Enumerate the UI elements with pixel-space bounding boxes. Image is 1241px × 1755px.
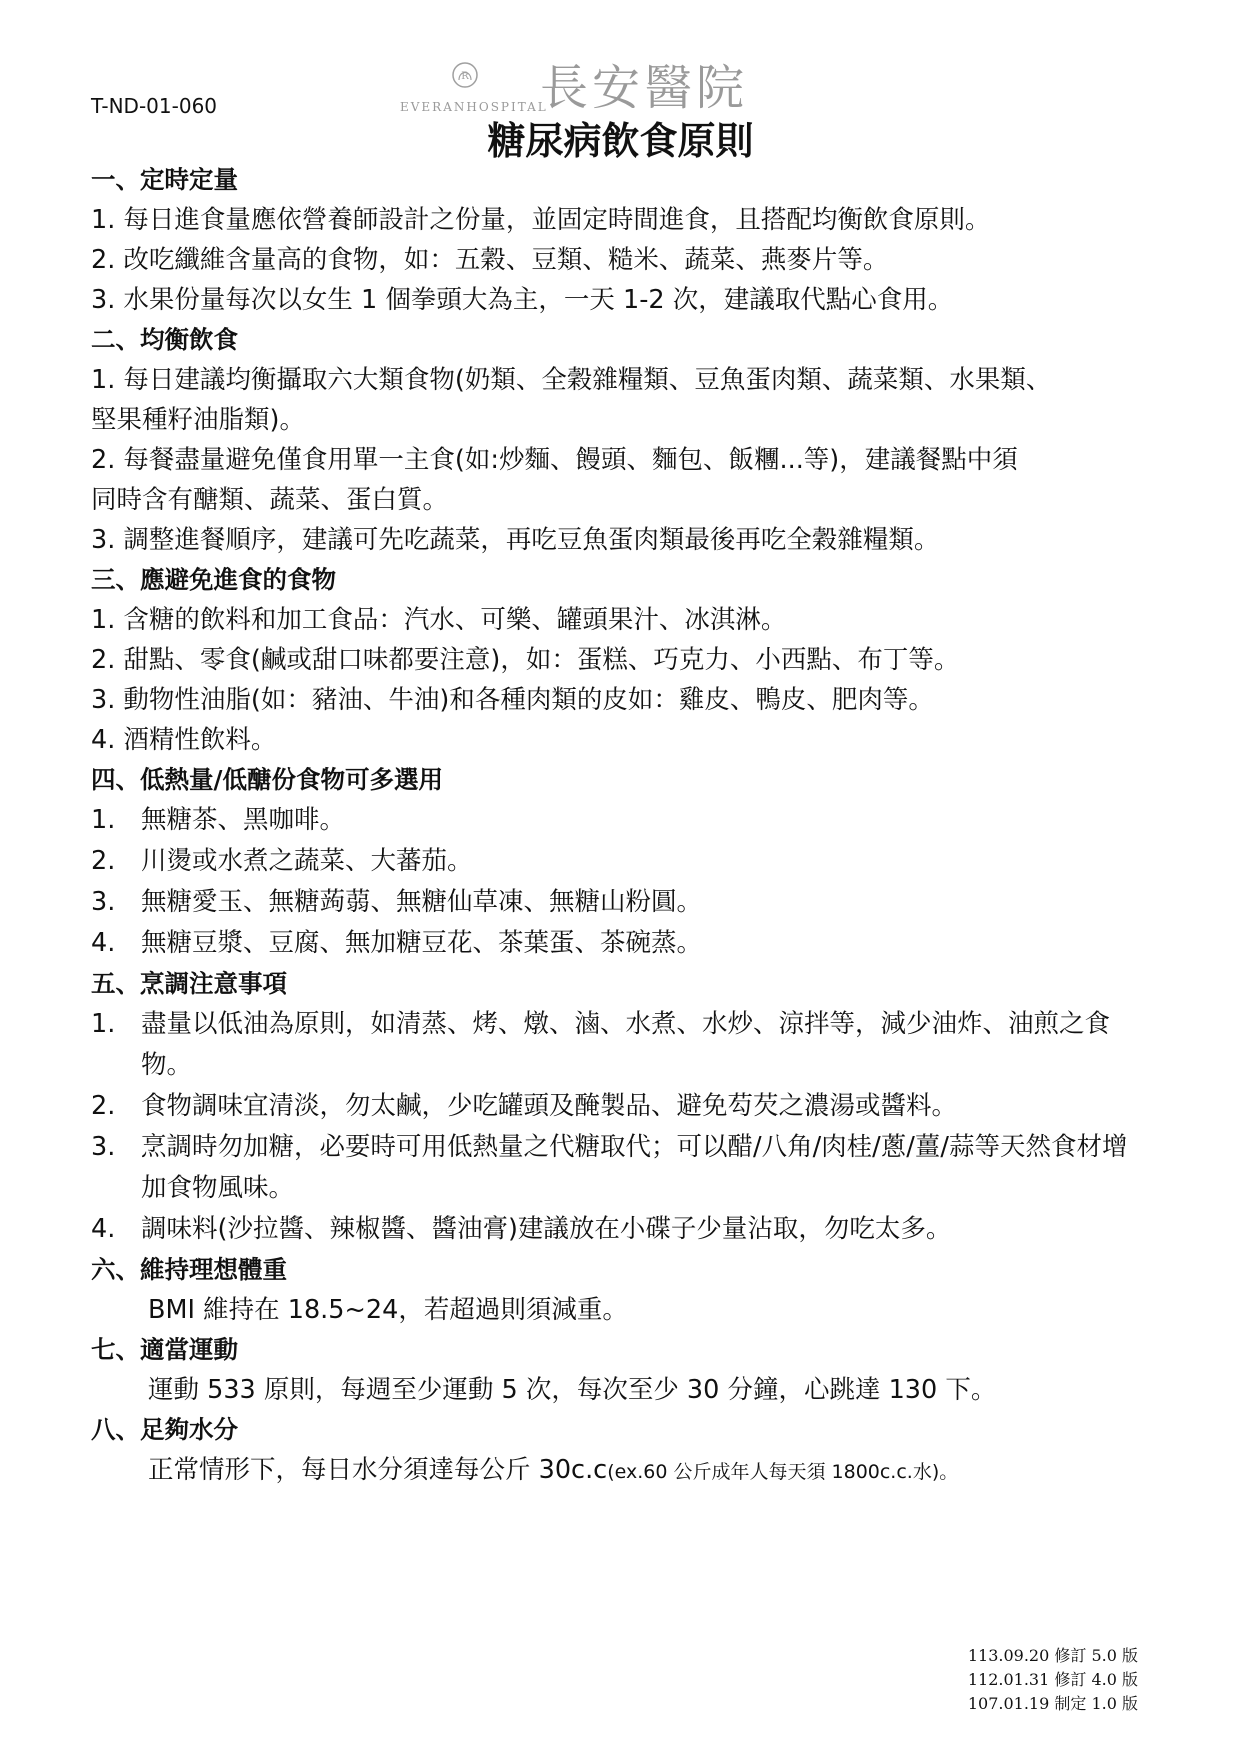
list-text: 無糖豆漿、豆腐、無加糖豆花、茶葉蛋、茶碗蒸。 [141, 928, 703, 958]
list-number: 4. [91, 1214, 116, 1244]
list-text: 川燙或水煮之蔬菜、大蕃茄。 [141, 846, 473, 876]
list-item-continued: 同時含有醣類、蔬菜、蛋白質。 [91, 485, 449, 515]
page-title: 糖尿病飲食原則 [487, 119, 754, 163]
list-item [91, 1209, 1151, 1250]
water-rule-note: (ex.60 公斤成年人每天須 1800c.c.水)。 [607, 1461, 959, 1483]
list-number: 2. [91, 1091, 116, 1121]
section-heading: 六、維持理想體重 [91, 1255, 287, 1284]
section-text: 運動 533 原則，每週至少運動 5 次，每次至少 30 分鐘，心跳達 130 下。 [148, 1375, 997, 1405]
list-item [91, 841, 1151, 882]
section-heading: 一、定時定量 [91, 165, 238, 194]
document-body [91, 160, 1151, 1492]
list-text: 無糖愛玉、無糖蒟蒻、無糖仙草凍、無糖山粉圓。 [141, 887, 703, 917]
section-heading: 三、應避免進食的食物 [91, 565, 336, 594]
revision-line: 107.01.19 制定 1.0 版 [967, 1694, 1138, 1713]
water-rule-text: 正常情形下，每日水分須達每公斤 30c.c [148, 1455, 608, 1485]
section-text [91, 1450, 1151, 1492]
section-heading: 二、均衡飲食 [91, 325, 238, 354]
list-item: 2. 改吃纖維含量高的食物，如：五穀、豆類、糙米、蔬菜、燕麥片等。 [91, 245, 889, 275]
list-number: 3. [91, 887, 116, 917]
list-item: 3. 水果份量每次以女生 1 個拳頭大為主，一天 1-2 次，建議取代點心食用。 [91, 285, 954, 315]
list-number: 3. [91, 1132, 116, 1162]
list-item [91, 1004, 1151, 1086]
revision-line: 113.09.20 修訂 5.0 版 [967, 1646, 1138, 1665]
logo-english-name: EVERANHOSPITAL [400, 100, 548, 114]
list-item: 1. 含糖的飲料和加工食品：汽水、可樂、罐頭果汁、冰淇淋。 [91, 605, 787, 635]
list-number: 2. [91, 846, 116, 876]
list-item: 3. 動物性油脂(如：豬油、牛油)和各種肉類的皮如：雞皮、鴨皮、肥肉等。 [91, 685, 934, 715]
section-heading: 七、適當運動 [91, 1335, 238, 1364]
list-number: 1. [91, 805, 116, 835]
revision-history [968, 1644, 1138, 1716]
section-heading: 八、足夠水分 [91, 1415, 238, 1444]
list-text: 烹調時勿加糖，必要時可用低熱量之代糖取代；可以醋/八角/肉桂/蔥/薑/蒜等天然食材增加食物風味。 [141, 1132, 1128, 1203]
list-item-continued: 堅果種籽油脂類)。 [91, 405, 305, 435]
list-number: 1. [91, 1009, 116, 1039]
section-heading: 四、低熱量/低醣份食物可多選用 [91, 765, 443, 794]
hospital-emblem-icon [445, 60, 485, 90]
list-item: 1. 每日建議均衡攝取六大類食物(奶類、全穀雜糧類、豆魚蛋肉類、蔬菜類、水果類、 [91, 365, 1052, 395]
list-item: 2. 每餐盡量避免僅食用單一主食(如:炒麵、饅頭、麵包、飯糰...等)，建議餐點中須 [91, 445, 1018, 475]
list-text: 無糖茶、黑咖啡。 [141, 805, 346, 835]
revision-line: 112.01.31 修訂 4.0 版 [967, 1670, 1138, 1689]
list-text: 食物調味宜清淡，勿太鹹，少吃罐頭及醃製品、避免芶芡之濃湯或醬料。 [141, 1091, 958, 1121]
list-item [91, 800, 1151, 841]
svg-text:R: R [461, 71, 469, 82]
list-text: 盡量以低油為原則，如清蒸、烤、燉、滷、水煮、水炒、涼拌等，減少油炸、油煎之食物。 [141, 1009, 1111, 1080]
list-item: 1. 每日進食量應依營養師設計之份量，並固定時間進食，且搭配均衡飲食原則。 [91, 205, 991, 235]
list-item: 2. 甜點、零食(鹹或甜口味都要注意)，如：蛋糕、巧克力、小西點、布丁等。 [91, 645, 960, 675]
list-item [91, 923, 1151, 964]
list-item [91, 1086, 1151, 1127]
section-text: BMI 維持在 18.5~24，若超過則須減重。 [148, 1295, 628, 1325]
list-item [91, 882, 1151, 923]
section-heading: 五、烹調注意事項 [91, 969, 287, 998]
document-code: T-ND-01-060 [91, 94, 218, 118]
list-item: 4. 酒精性飲料。 [91, 725, 277, 755]
list-item: 3. 調整進餐順序，建議可先吃蔬菜，再吃豆魚蛋肉類最後再吃全穀雜糧類。 [91, 525, 940, 555]
list-number: 4. [91, 928, 116, 958]
logo-chinese-name: 長安醫院 [540, 60, 749, 116]
list-item [91, 1127, 1151, 1209]
list-text: 調味料(沙拉醬、辣椒醬、醬油膏)建議放在小碟子少量沾取，勿吃太多。 [141, 1214, 952, 1244]
